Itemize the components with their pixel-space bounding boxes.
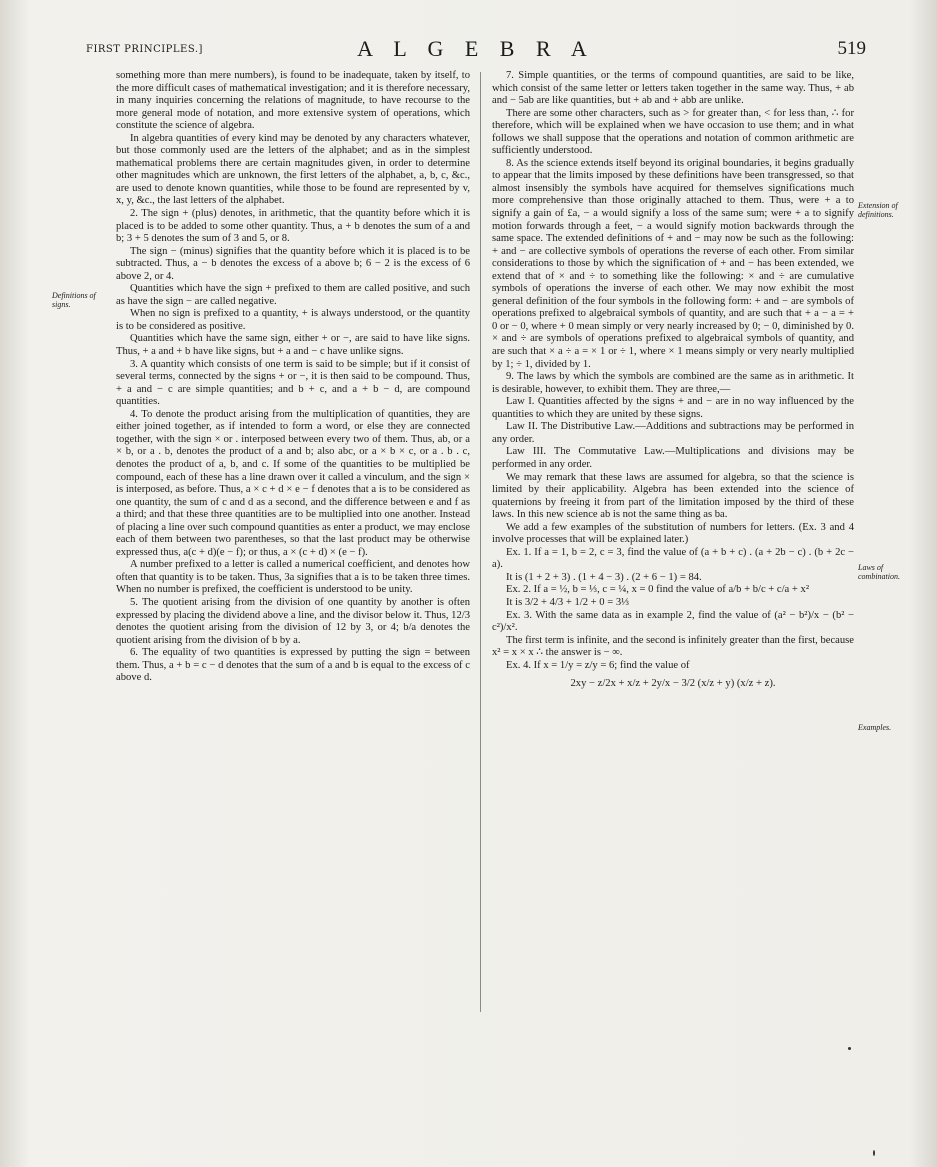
margin-note-laws: Laws of combination. [858, 563, 900, 581]
paragraph: 3. A quantity which consists of one term is said to be simple; but if it consist of several terms, connected by the signs + or −, it is then said to be compound. Thus, + a and − c are simple quantities; and b + c, and a + b − d, are compound quantities. [116, 358, 470, 408]
paragraph: We may remark that these laws are assumed for algebra, so that the science is limited by their applicability. Algebra has been extended into the science of quaternions by freeing it from part of the limitation imposed by the third of these laws. In this new science ab is not the same thing as ba. [492, 471, 854, 521]
paragraph: When no sign is prefixed to a quantity, + is always understood, or the quantity is to be considered as positive. [116, 308, 470, 332]
example-1-answer: It is (1 + 2 + 3) . (1 + 4 − 3) . (2 + 6 − 1) = 84. [506, 571, 702, 583]
paragraph: 7. Simple quantities, or the terms of compound quantities, are said to be like, which consist of the same letter or letters taken together in the same way. Thus, + ab and − 5ab are like quantities, but + ab and + abb are unlike. [492, 70, 854, 107]
scan-speck [848, 1047, 851, 1050]
paragraph: In algebra quantities of every kind may be denoted by any characters whatever, but those commonly used are the letters of the alphabet; and as in the simplest mathematical problems there are certain magnitudes given, in order to determine other magnitudes which are unknown, the first letters of the alphabet, a, b, c, &c., are used to denote known quantities, while those to be found are represented by v, x, y, &c., the last letters of the alphabet. [116, 132, 470, 207]
page-number: 519 [837, 38, 866, 59]
paragraph: The sign − (minus) signifies that the quantity before which it is placed is to be subtracted. Thus, a − b denotes the excess of a above b; 6 − 2 is the excess of 6 above 2, or 4. [116, 245, 470, 282]
paragraph: There are some other characters, such as > for greater than, < for less than, ∴ for therefore, which will be explained when we have occasion to use them; and in what follows we shall suppose that the operations and notation of common arithmetic are sufficiently understood. [492, 107, 854, 157]
example-2-answer: It is 3/2 + 4/3 + 1/2 + 0 = 3⅓ [506, 596, 630, 608]
margin-note-definitions: Definitions of signs. [52, 291, 96, 309]
column-divider [480, 72, 481, 1012]
margin-note-extension: Extension of definitions. [858, 201, 898, 219]
example-4: Ex. 4. If x = 1/y = z/y = 6; find the value of [506, 659, 690, 671]
right-column [492, 70, 854, 697]
paragraph: something more than mere numbers), is found to be inadequate, taken by itself, to the more difficult cases of mathematical investigation; and it is therefore necessary, in many inquiries concerning the relations of magnitude, to have recourse to the more general mode of notation, and more extensive system of operations, which constitute the science of algebra. [116, 70, 470, 132]
running-head: FIRST PRINCIPLES.] [86, 44, 203, 55]
paragraph: 8. As the science extends itself beyond its original boundaries, it begins gradually to appear that the limits imposed by these definitions have been transgressed, so that almost insensibly the symbols have acquired for themselves significations much more comprehensive than those originally attached to them. Thus, were + a to signify a gain of £a, − a would signify a loss of the same sum; were + a to signify motion forwards through a feet, − a would signify motion backwards through the same space. The extended definitions of + and − may now be such as the following: + and − are collective symbols of operations the reverse of each other. From similar considerations to those by which the signification of + and − has been extended, we extend that of × and ÷ to something like the following: × and ÷ are cumulative symbols of operations the inverse of each other. We may now exhibit the most general definition of the four symbols in the following form: + and − are symbols of operations prefixed to algebraical symbols of quantity, and are such that + a − a = + 0 or − 0, where + 0 mean simply or very nearly increased by 0; − 0, diminished by 0. × and ÷ are symbols of operations prefixed to algebraical symbols of quantity, and are such that × a ÷ a = × 1 or ÷ 1, where × 1 means simply or very nearly multiplied by 1; ÷ 1, divided by 1. [492, 157, 854, 370]
example-4-equation: 2xy − z/2x + x/z + 2y/x − 3/2 (x/z + y) (x/z + z). [570, 678, 776, 690]
paragraph: Quantities which have the same sign, either + or −, are said to have like signs. Thus, + a and + b have like signs, but + a and − c have unlike signs. [116, 333, 470, 358]
paragraph: We add a few examples of the substitution of numbers for letters. (Ex. 3 and 4 involve processes that will be explained later.) [492, 521, 854, 546]
page-header [86, 36, 866, 66]
example-2: Ex. 2. If a = ½, b = ⅓, c = ¼, x = 0 find the value of a/b + b/c + c/a + x² [506, 584, 810, 596]
example-3: Ex. 3. With the same data as in example 2, find the value of (a² − b²)/x − (b² − c²)/x². [492, 609, 854, 634]
paragraph: A number prefixed to a letter is called a numerical coefficient, and denotes how often that quantity is to be taken. Thus, 3a signifies that a is to be taken three times. When no number is prefixed, the coefficient is understood to be unity. [116, 559, 470, 596]
law-1: Law I. Quantities affected by the signs + and − are in no way influenced by the quantities to which they are united by these signs. [492, 396, 854, 420]
left-column [116, 70, 470, 685]
paragraph: 6. The equality of two quantities is expressed by putting the sign = between them. Thus, a + b = c − d denotes that the sum of a and b is equal to the excess of c above d. [116, 647, 470, 684]
law-2: Law II. The Distributive Law.—Additions and subtractions may be performed in any order. [492, 421, 854, 445]
page-title: A L G E B R A [357, 36, 595, 61]
law-3: Law III. The Commutative Law.—Multiplications and divisions may be performed in any order. [492, 446, 854, 470]
scan-speck [873, 1150, 875, 1156]
paragraph: 4. To denote the product arising from the multiplication of quantities, they are either joined together, as if intended to form a word, or else they are connected together, with the sign × or . interposed between every two of them. Thus, ab, or a × b, or a . b, denotes the product of a and b; also abc, or a × b × c, or a . b . c, denotes the product of a, b, and c. If some of the quantities to be multiplied be compound, each of these has a line drawn over it called a vinculum, and the sign × is interposed, as before. Thus, a × c + d × e − f denotes that a is to be considered as one quantity, the sum of c and d as a second, and the difference between e and f as a third; and that these three quantities are to be multiplied into one another. Instead of placing a line over such compound quantities as enter a product, we may enclose each of them between two parentheses, so that the last product may be otherwise expressed thus, a(c + d)(e − f); or thus, a × (c + d) × (e − f). [116, 408, 470, 558]
paragraph: 5. The quotient arising from the division of one quantity by another is often expressed by placing the dividend above a line, and the divisor below it. Thus, 12/3 denotes the quotient arising from the division of 12 by 3, or 4; b/a denotes the quotient arising from the division of b by a. [116, 596, 470, 646]
paragraph: 2. The sign + (plus) denotes, in arithmetic, that the quantity before which it is placed is to be added to some other quantity. Thus, a + b denotes the sum of a and b; 3 + 5 denotes the sum of 3 and 5, or 8. [116, 208, 470, 245]
paragraph: 9. The laws by which the symbols are combined are the same as in arithmetic. It is desirable, however, to exhibit them. They are three,— [492, 371, 854, 395]
example-1: Ex. 1. If a = 1, b = 2, c = 3, find the value of (a + b + c) . (a + 2b − c) . (b + 2c − a). [492, 546, 854, 571]
margin-note-examples: Examples. [858, 723, 892, 732]
example-3-answer: The first term is infinite, and the second is infinitely greater than the first, because x² = x × x ∴ the answer is − ∞. [492, 634, 854, 659]
paragraph: Quantities which have the sign + prefixed to them are called positive, and such as have the sign − are called negative. [116, 283, 470, 307]
